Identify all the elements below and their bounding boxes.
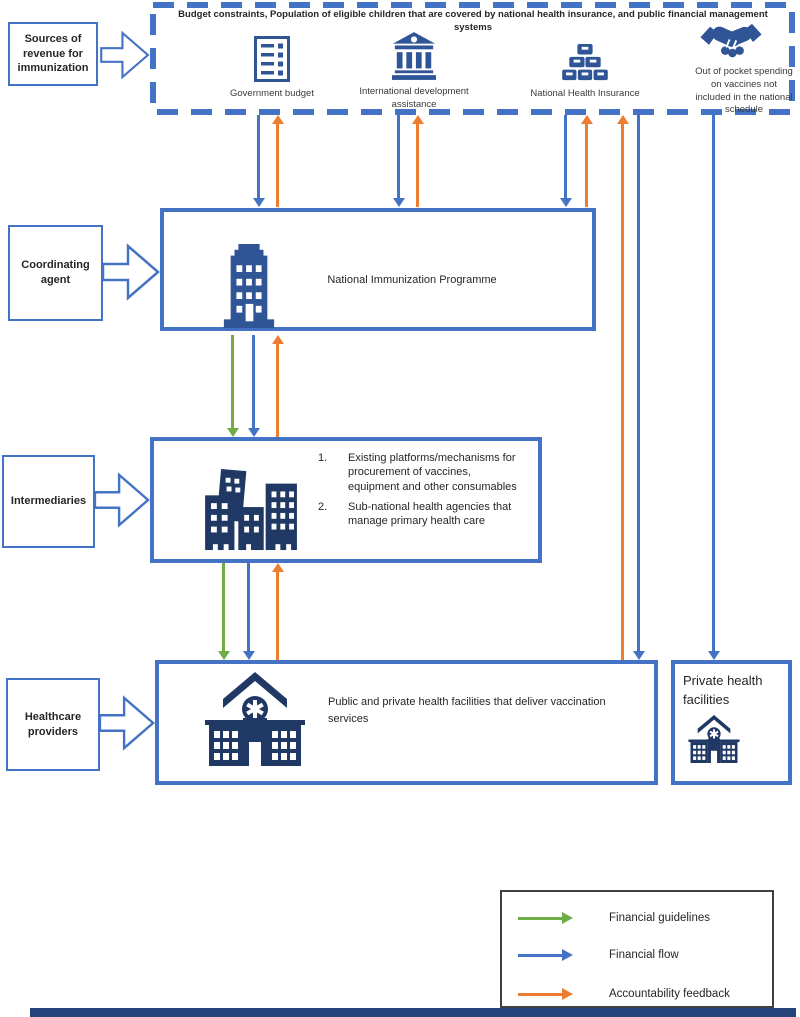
money-stack-icon: [562, 44, 608, 87]
accountability-feedback-arrow: [276, 343, 279, 437]
source-label-international-development: International development assistance: [359, 86, 469, 110]
block-arrow-intermediaries: [93, 468, 151, 537]
financial-flow-arrow: [257, 115, 260, 199]
financial-flow-arrow: [247, 563, 250, 652]
accountability-feedback-arrow: [585, 123, 588, 207]
bank-icon: [392, 32, 436, 85]
item-number: 1.: [318, 452, 328, 464]
budget-document-icon: [254, 36, 290, 87]
financial-guidelines-arrow: [231, 335, 234, 429]
accountability-feedback-arrow: [416, 123, 419, 207]
buildings-cluster-icon: [203, 468, 301, 557]
block-arrow-sources: [96, 27, 154, 88]
financial-guidelines-arrow: [222, 563, 225, 652]
accountability-feedback-arrow-long: [621, 123, 624, 660]
footer-bar: [30, 1008, 796, 1017]
item-text: Existing platforms/mechanisms for procurement of vaccines, equipment and other consumables: [348, 452, 517, 493]
intermediaries-item-1: [318, 451, 530, 494]
blue-arrow-icon: [518, 954, 563, 957]
legend-row-financial-guidelines: [518, 910, 710, 926]
source-label-government-budget: Government budget: [230, 88, 314, 99]
item-number: 2.: [318, 500, 328, 513]
hospital-icon: [203, 672, 307, 771]
block-arrow-healthcare: [98, 691, 156, 760]
side-label-sources-of-revenue: Sources of revenue for immunization: [8, 22, 98, 86]
sources-box-title: Budget constraints, Population of eligible children that are covered by national health insurance, and public financial management systems: [178, 9, 768, 34]
orange-arrow-icon: [518, 993, 563, 996]
financial-flow-arrow-long: [637, 115, 640, 652]
side-label-coordinating-agent: Coordinating agent: [8, 225, 103, 321]
intermediaries-item-2: [318, 500, 530, 529]
health-facilities-label: Public and private health facilities that deliver vaccination services: [328, 696, 606, 726]
hospital-icon-small: [686, 715, 742, 768]
financial-flow-arrow: [564, 115, 567, 199]
handshake-icon: [700, 22, 762, 69]
private-health-facilities-label: Private health facilities: [683, 673, 763, 707]
legend-box: [500, 890, 774, 1008]
financial-flow-arrow: [397, 115, 400, 199]
source-label-out-of-pocket: Out of pocket spending on vaccines not included in the national schedule: [695, 66, 793, 116]
item-text: Sub-national health agencies that manage primary health care: [348, 500, 512, 528]
legend-label: Financial flow: [609, 949, 679, 961]
side-label-intermediaries: Intermediaries: [2, 455, 95, 548]
legend-label: Accountability feedback: [609, 988, 730, 1000]
office-building-icon: [220, 244, 278, 334]
legend-row-accountability-feedback: [518, 986, 730, 1002]
green-arrow-icon: [518, 917, 563, 920]
side-label-healthcare-providers: Healthcare providers: [6, 678, 100, 771]
accountability-feedback-arrow: [276, 123, 279, 207]
source-label-national-health-insurance: National Health Insurance: [530, 88, 640, 99]
financial-flow-arrow: [252, 335, 255, 429]
nip-label: National Immunization Programme: [327, 274, 497, 286]
legend-row-financial-flow: [518, 947, 679, 963]
legend-label: Financial guidelines: [609, 912, 711, 924]
block-arrow-coordinating: [101, 239, 161, 310]
accountability-feedback-arrow: [276, 571, 279, 660]
intermediaries-list: [318, 451, 530, 528]
financial-flow-arrow-private: [712, 115, 715, 652]
